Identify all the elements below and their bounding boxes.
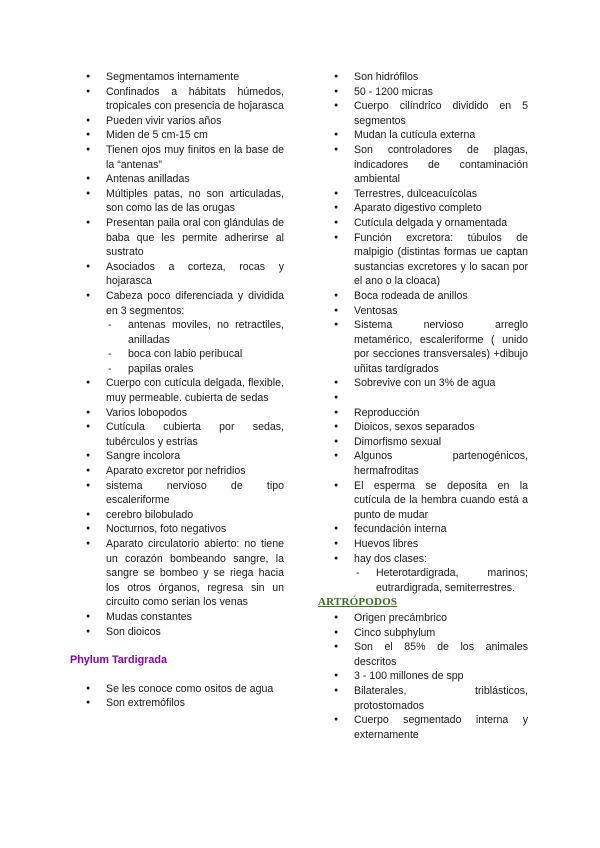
list-item: ● Cinco subphylum [332, 626, 528, 641]
list-item: ● Presentan paila oral con glándulas de baba que les permite adherirse al sustrato [84, 216, 284, 260]
list-item: ● Mudan la cutícula externa [332, 128, 528, 143]
sub-list-item: - boca con labio peribucal [106, 347, 284, 362]
list-item: ● Huevos libres [332, 537, 528, 552]
list-item: ● Confinados a hábitats húmedos, tropicales con presencia de hojarasca [84, 85, 284, 114]
list-item: ● Se les conoce como ositos de agua [84, 682, 284, 697]
list-item: ● Son dioicos [84, 625, 284, 640]
list-item: ● cerebro bilobulado [84, 508, 284, 523]
left-column [70, 70, 284, 711]
sub-list-item: - Heterotardigrada, marinos; eutrardigrada, semiterrestres. [354, 566, 528, 595]
list-item: ● Reproducción [332, 406, 528, 421]
list-item: ● Aparato digestivo completo [332, 201, 528, 216]
list-item: ● Función excretora: túbulos de malpigio (distintas formas ue captan sustancias excretores y lo sacan por el ano o la cloaca) [332, 231, 528, 289]
list-item: ● Cuerpo segmentado interna y externamente [332, 713, 528, 742]
list-item: ● hay dos clases: [332, 552, 528, 567]
list-item: ● Cabeza poco diferenciada y dividida en 3 segmentos: [84, 289, 284, 318]
list-item: ● Son hidrófilos [332, 70, 528, 85]
left-bullet-list [84, 70, 284, 318]
list-item: ● Cuerpo con cutícula delgada, flexible, muy permeable. cubierta de sedas [84, 376, 284, 405]
list-item: ● Origen precámbrico [332, 611, 528, 626]
tardigrada-list [84, 682, 284, 711]
list-item: ● Aparato circulatorio abierto: no tiene un corazón bombeando sangre, la sangre se bombeo y se riega hacia los otros órganos, regresa sin un circuito como serian los venas [84, 537, 284, 610]
list-item: ● Miden de 5 cm-15 cm [84, 128, 284, 143]
artropodos-heading: ARTRÓPODOS [318, 596, 398, 609]
left-sub-list [106, 318, 284, 376]
list-item: ● El esperma se deposita en la cutícula de la hembra cuando está a punto de mudar [332, 479, 528, 523]
sub-list-item: - antenas moviles, no retractiles, anilladas [106, 318, 284, 347]
right-bullet-list [332, 70, 528, 566]
list-item: ● Ventosas [332, 304, 528, 319]
list-item: ● sistema nervioso de tipo escaleriforme [84, 479, 284, 508]
list-item: ● Terrestres, dulceacuícolas [332, 187, 528, 202]
list-item: ● Tienen ojos muy finitos en la base de la “antenas” [84, 143, 284, 172]
list-item: ● Mudas constantes [84, 610, 284, 625]
list-item: ● Algunos partenogénicos, hermafroditas [332, 449, 528, 478]
list-item: ● Varios lobopodos [84, 406, 284, 421]
list-item: ● Aparato excretor por nefridios [84, 464, 284, 479]
list-item: ● Múltiples patas, no son articuladas, son como las de las orugas [84, 187, 284, 216]
list-item: ● Cutícula cubierta por sedas, tubérculos y estrías [84, 420, 284, 449]
sub-list-item: - papilas orales [106, 362, 284, 377]
list-item: ● Asociados a corteza, rocas y hojarasca [84, 260, 284, 289]
list-item: ● 3 - 100 millones de spp [332, 669, 528, 684]
right-sub-list [354, 566, 528, 595]
list-item: ● Dioicos, sexos separados [332, 420, 528, 435]
tardigrada-heading: Phylum Tardigrada [70, 654, 167, 667]
list-item: ● Antenas anilladas [84, 172, 284, 187]
list-item [332, 391, 528, 406]
list-item: ● Cuerpo cilíndrico dividido en 5 segmentos [332, 99, 528, 128]
list-item: ● Son controladores de plagas, indicadores de contaminación ambiental [332, 143, 528, 187]
list-item: ● Segmentamos internamente [84, 70, 284, 85]
right-column [318, 70, 528, 742]
list-item: ● Bilaterales, triblásticos, protostomados [332, 684, 528, 713]
list-item: ● Dimorfismo sexual [332, 435, 528, 450]
list-item: ● Sistema nervioso arreglo metamérico, escaleriforme ( unido por secciones transversales) +dibujo uñitas tardígrados [332, 318, 528, 376]
list-item: ● Sangre incolora [84, 449, 284, 464]
list-item: ● Sobrevive con un 3% de agua [332, 376, 528, 391]
list-item: ● Son el 85% de los animales descritos [332, 640, 528, 669]
list-item: ● Son extremófilos [84, 696, 284, 711]
list-item: ● Boca rodeada de anillos [332, 289, 528, 304]
list-item: ● Nocturnos, foto negativos [84, 522, 284, 537]
list-item: ● fecundación interna [332, 522, 528, 537]
list-item: ● Pueden vivir varios años [84, 114, 284, 129]
left-bullet-list-continued [84, 376, 284, 639]
list-item: ● Cutícula delgada y ornamentada [332, 216, 528, 231]
list-item: ● 50 - 1200 micras [332, 85, 528, 100]
artropodos-list [332, 611, 528, 742]
